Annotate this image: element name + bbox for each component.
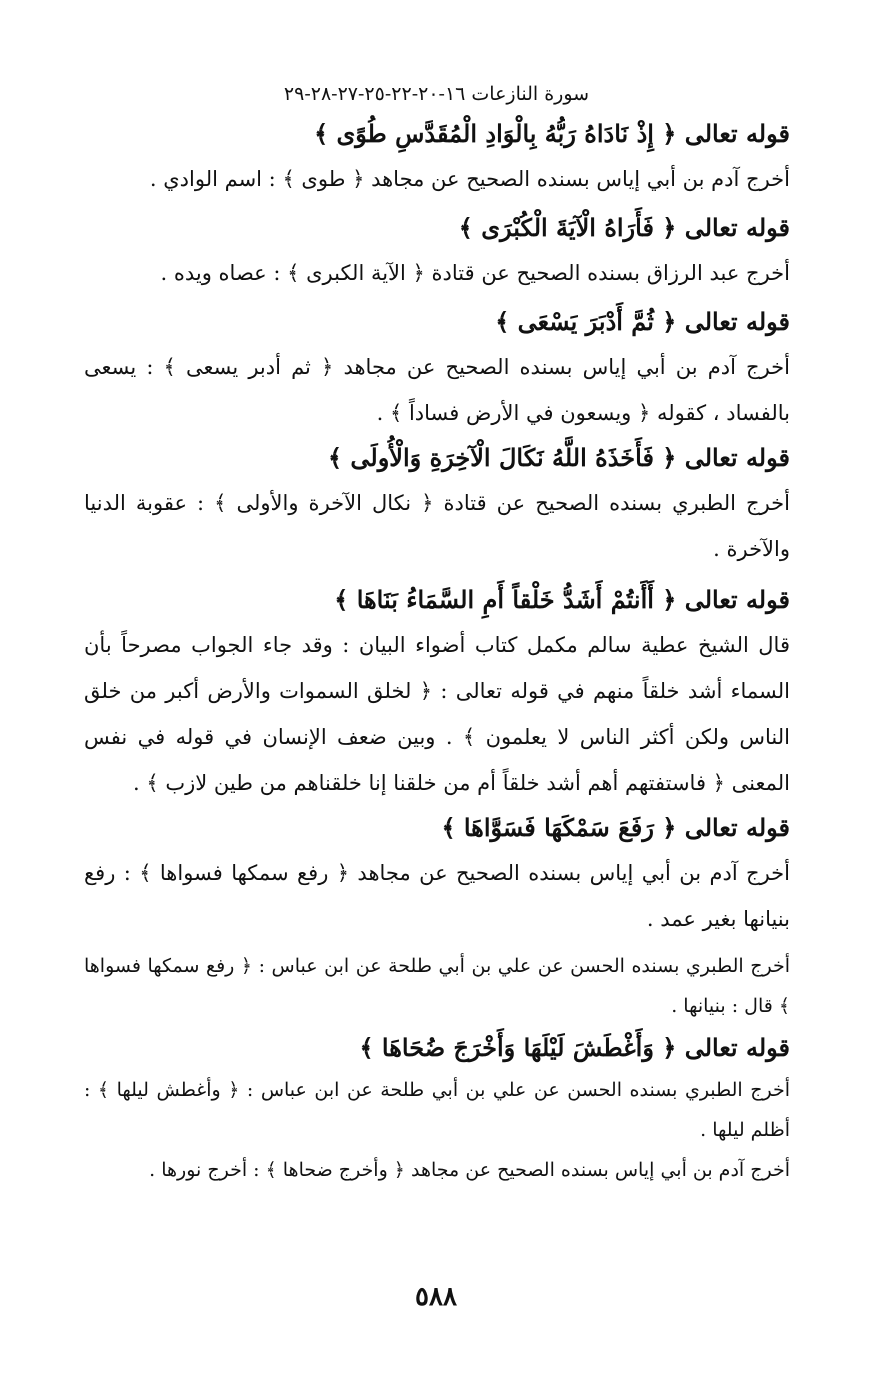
commentary-paragraph-6: أخرج آدم بن أبي إياس بسنده الصحيح عن مجاهد ﴿ رفع سمكها فسواها ﴾ : رفع بنيانها بغير عمد . (84, 861, 790, 931)
verse-heading-6: قوله تعالى ﴿ رَفَعَ سَمْكَهَا فَسَوَّاهَا ﴾ (441, 813, 790, 842)
verse-heading-1: قوله تعالى ﴿ إِذْ نَادَاهُ رَبُّهُ بِالْوَادِ الْمُقَدَّسِ طُوًى ﴾ (314, 119, 790, 148)
running-header: سورة النازعات ١٦-٢٠-٢٢-٢٥-٢٧-٢٨-٢٩ (283, 83, 590, 105)
verse-heading-2: قوله تعالى ﴿ فَأَرَاهُ الْآيَةَ الْكُبْرَى ﴾ (458, 213, 790, 242)
commentary-paragraph-8: أخرج الطبري بسنده الحسن عن علي بن أبي طلحة عن ابن عباس : ﴿ وأغطش ليلها ﴾ : أظلم ليلها . (84, 1079, 790, 1141)
page-content (84, 112, 790, 1190)
commentary-paragraph-9: أخرج آدم بن أبي إياس بسنده الصحيح عن مجاهد ﴿ وأخرج ضحاها ﴾ : أخرج نورها . (149, 1159, 790, 1181)
commentary-paragraph-2: أخرج عبد الرزاق بسنده الصحيح عن قتادة ﴿ الآية الكبرى ﴾ : عصاه ويده . (160, 261, 790, 285)
commentary-paragraph-1: أخرج آدم بن أبي إياس بسنده الصحيح عن مجاهد ﴿ طوى ﴾ : اسم الوادي . (149, 167, 790, 191)
verse-heading-7: قوله تعالى ﴿ وَأَغْطَشَ لَيْلَهَا وَأَخْرَجَ ضُحَاهَا ﴾ (359, 1033, 790, 1062)
commentary-paragraph-7: أخرج الطبري بسنده الحسن عن علي بن أبي طلحة عن ابن عباس : ﴿ رفع سمكها فسواها ﴾ قال : بنيانها . (84, 955, 790, 1017)
verse-heading-4: قوله تعالى ﴿ فَأَخَذَهُ اللَّهُ نَكَالَ الْآخِرَةِ وَالْأُولَى ﴾ (327, 443, 790, 472)
verse-heading-3: قوله تعالى ﴿ ثُمَّ أَدْبَرَ يَسْعَى ﴾ (495, 307, 790, 336)
commentary-paragraph-5: قال الشيخ عطية سالم مكمل كتاب أضواء البيان : وقد جاء الجواب مصرحاً بأن السماء أشد خلقاً منهم في قوله تعالى : ﴿ لخلق السموات والأرض أكبر من خلق الناس ولكن أكثر الناس لا يعلمون ﴾ . وبين ضعف الإنسان في قوله في نفس المعنى ﴿ فاستفتهم أهم أشد خلقاً أم من خلقنا إنا خلقناهم من طين لازب ﴾ . (84, 633, 790, 795)
commentary-paragraph-4: أخرج الطبري بسنده الصحيح عن قتادة ﴿ نكال الآخرة والأولى ﴾ : عقوبة الدنيا والآخرة . (84, 491, 790, 561)
verse-heading-5: قوله تعالى ﴿ أَأَنتُمْ أَشَدُّ خَلْقاً أَمِ السَّمَاءُ بَنَاهَا ﴾ (334, 585, 790, 614)
page-number: ٥٨٨ (415, 1282, 457, 1312)
commentary-paragraph-3: أخرج آدم بن أبي إياس بسنده الصحيح عن مجاهد ﴿ ثم أدبر يسعى ﴾ : يسعى بالفساد ، كقوله ﴿ ويسعون في الأرض فساداً ﴾ . (84, 355, 790, 425)
